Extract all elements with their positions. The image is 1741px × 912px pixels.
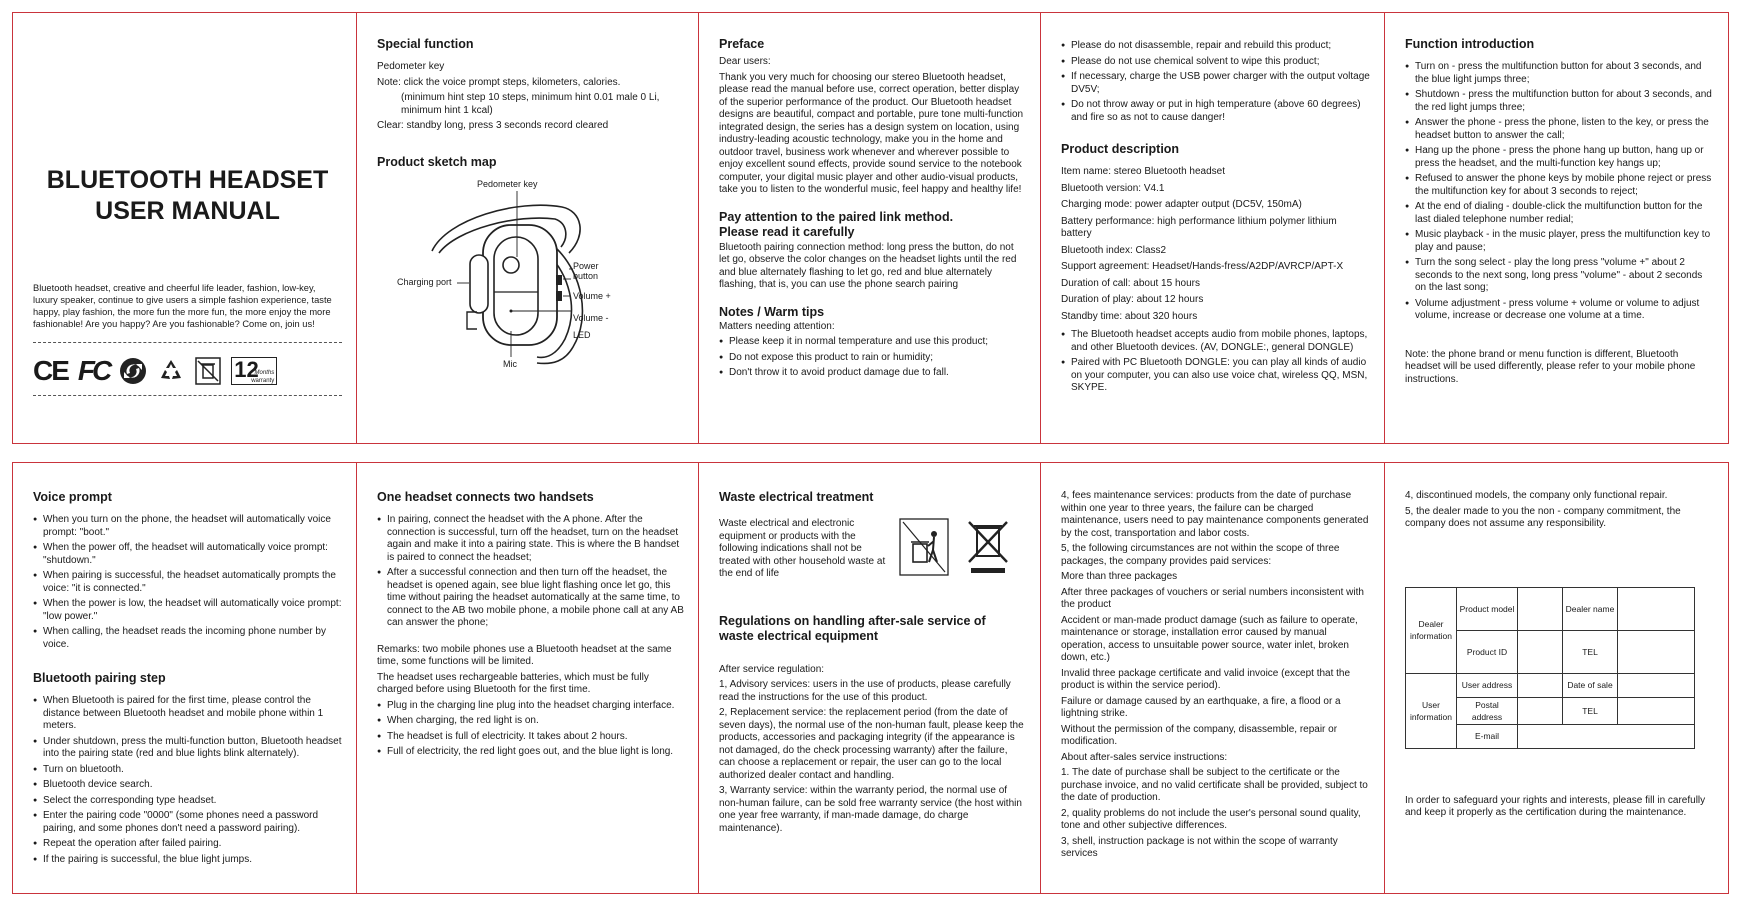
blank-cell[interactable] <box>1518 673 1563 697</box>
pairing-step-heading: Bluetooth pairing step <box>33 671 166 685</box>
preface-greeting: Dear users: <box>719 56 771 67</box>
preface-heading: Preface <box>719 37 765 51</box>
fees-para: 1. The date of purchase shall be subject to the certificate or the purchase invoice, and no valid certificate shall be provided, subject to the date of production. <box>1061 767 1368 803</box>
pairing-step-list <box>33 695 342 866</box>
regulation-para: After service regulation: <box>719 663 825 675</box>
voice-prompt-note: Note: click the voice prompt steps, kilometers, calories. <box>377 76 621 88</box>
list-item: ● When calling, the headset reads the incoming phone number by voice. <box>33 626 342 651</box>
sketch-map-heading: Product sketch map <box>377 154 497 169</box>
preface-body: Thank you very much for choosing our stereo Bluetooth headset, please read the manual before use, correct operation, better display of the superior performance of the product. Our Bluetooth headset designs are beautiful, compact and portable, pure tone multi-function integrated design, the series has a design system on location, using industry-leading acoustic technology, make you in the home and outdoor travel, business work whenever and wherever possible to enjoy excellent sound effects, provide sound service to the notebook computer, your digital music player and other audio-visual products, take you to listen to the wonderful music, feel happy and healthy life! <box>719 71 1024 195</box>
spec-item: Duration of call: about 15 hours <box>1061 277 1200 289</box>
list-item: ● When you turn on the phone, the headset will automatically voice prompt: "boot." <box>33 514 342 539</box>
list-item: ● Enter the pairing code "0000" (some phones need a password pairing, and some phones don't need a password pairing). <box>33 810 342 835</box>
certification-icons <box>33 353 342 389</box>
card-note: In order to safeguard your rights and interests, please fill in carefully and keep it properly as the certification during the maintenance. <box>1405 794 1706 818</box>
list-item: ● When pairing is successful, the headset automatically prompts the voice: "it is connected." <box>33 570 342 595</box>
recycle-arrow-icon <box>119 357 147 385</box>
regulations-heading: Regulations on handling after-sale service of waste electrical equipment <box>719 613 986 643</box>
spec-item: Charging mode: power adapter output (DC5V, 150mA) <box>1061 199 1302 210</box>
spec-item: Item name: stereo Bluetooth headset <box>1061 166 1225 177</box>
function-list <box>1405 61 1714 323</box>
blank-cell[interactable] <box>1618 697 1695 724</box>
spec-item: Support agreement: Headset/Hands-fress/A2DP/AVRCP/APT-X <box>1061 261 1344 272</box>
list-item: ● If the pairing is successful, the blue light jumps. <box>33 854 342 867</box>
list-item: ● Please do not use chemical solvent to wipe this product; <box>1061 56 1370 69</box>
preface-panel <box>699 13 1041 443</box>
minimum-hint-note: (minimum hint step 10 steps, minimum hint 0.01 male 0 Li, minimum hint 1 kcal) <box>401 92 660 116</box>
list-item: ● When the power off, the headset will automatically voice prompt: "shutdown." <box>33 542 342 567</box>
blank-cell[interactable] <box>1618 630 1695 673</box>
label-pedometer-key: Pedometer key <box>477 178 538 189</box>
recycling-icon <box>157 357 185 385</box>
voice-prompt-heading: Voice prompt <box>33 490 112 504</box>
crossed-bin-icon <box>965 518 1011 576</box>
product-description-heading: Product description <box>1061 142 1180 156</box>
list-item: ● Paired with PC Bluetooth DONGLE: you can play all kinds of audio on your computer, you can also use voice chat, wireless QQ, MSN, SKYPE. <box>1061 357 1370 395</box>
voice-prompt-panel <box>13 463 357 893</box>
blank-cell[interactable] <box>1518 724 1695 748</box>
cover-description: Bluetooth headset, creative and cheerful life leader, fashion, low-key, luxury speaker, continue to give users a simple fashion experience, taste happy, play fashion, the more fun the more fun, the more enjoy the more fashionable! Are you happy? Are you fashionable? Come on, join us! <box>33 283 332 329</box>
tel-cell: TEL <box>1563 630 1618 673</box>
blank-cell[interactable] <box>1618 587 1695 630</box>
warnings-list <box>1061 40 1370 124</box>
label-volume-down: Volume - <box>573 312 609 323</box>
label-led: LED <box>573 329 591 340</box>
fees-para: Invalid three package certificate and valid invoice (except that the product is within the service period). <box>1061 667 1351 691</box>
label-mic: Mic <box>503 358 517 369</box>
list-item: ● After a successful connection and then turn off the headset, the headset is opened again, see blue light flashing once let go, this time without pairing the headset automatically at the same time, to connect to the AB two mobile phone, a mobile phone call at any AB can answer the phone; <box>377 567 684 630</box>
manual-front-sheet <box>12 12 1729 444</box>
fees-para: After three packages of vouchers or serial numbers inconsistent with the product <box>1061 586 1364 610</box>
list-item: ● Do not throw away or put in high temperature (above 60 degrees) and fire so as not to cause danger! <box>1061 99 1370 124</box>
list-item: ● In pairing, connect the headset with the A phone. After the connection is successful, turn off the headset, turn on the headset again and make it into a pairing state. This is where the B handset is paired to connect the headset; <box>377 514 684 564</box>
manual-back-sheet <box>12 462 1729 894</box>
postal-address-cell: Postal address <box>1457 697 1518 724</box>
list-item: ● Shutdown - press the multifunction button for about 3 seconds, and the red light jumps three; <box>1405 89 1714 114</box>
fcc-mark-icon: FC <box>77 355 110 386</box>
fees-para: Accident or man-made product damage (such as failure to operate, maintenance or storage, installation error caused by manual operation, access to unsuitable power source, water inlet, broken down, etc.) <box>1061 614 1358 663</box>
waste-body: Waste electrical and electronic equipment or products with the following indications shall not be treated with other household waste at the end of life <box>719 518 886 579</box>
list-item: ● Select the corresponding type headset. <box>33 795 342 808</box>
paired-link-heading: Pay attention to the paired link method. Please read it carefully <box>719 209 954 239</box>
list-item: ● Music playback - in the music player, press the multifunction key to play and pause; <box>1405 229 1714 254</box>
list-item: ● When charging, the red light is on. <box>377 715 684 728</box>
ce-mark-icon: CE <box>33 355 68 386</box>
label-charging-port: Charging port <box>397 276 452 287</box>
spec-item: Battery performance: high performance lithium polymer lithium battery <box>1061 215 1337 239</box>
list-item: ● When the power is low, the headset will automatically voice prompt: "low power." <box>33 598 342 623</box>
notes-list <box>719 336 1026 380</box>
notes-intro: Matters needing attention: <box>719 320 835 332</box>
dealer-commitment-para: 5, the dealer made to you the non - company commitment, the company does not assume any responsibility. <box>1405 505 1681 529</box>
label-power-button: Power button <box>573 260 599 281</box>
fees-para: 3, shell, instruction package is not within the scope of warranty services <box>1061 835 1338 859</box>
list-item: ● Bluetooth device search. <box>33 779 342 792</box>
list-item: ● Turn on - press the multifunction button for about 3 seconds, and the blue light jumps three; <box>1405 61 1714 86</box>
user-info-cell: User information <box>1406 673 1457 748</box>
dealer-info-cell: Dealer information <box>1406 587 1457 673</box>
list-item: ● Volume adjustment - press volume + volume or volume to adjust volume, increase or decrease one volume at a time. <box>1405 298 1714 323</box>
list-item: ● If necessary, charge the USB power charger with the output voltage DV5V; <box>1061 71 1370 96</box>
pairing-method-text: Bluetooth pairing connection method: long press the button, do not let go, observe the color changes on the headset lights until the red and blue alternately flashing to let go, red and blue alternately flashing, that is, you can use the phone search pairing <box>719 241 1017 290</box>
list-item: ● Refused to answer the phone keys by mobile phone reject or press the multifunction key for about 3 seconds to reject; <box>1405 173 1714 198</box>
function-introduction-panel <box>1385 13 1728 443</box>
waste-heading: Waste electrical treatment <box>719 490 874 504</box>
two-handsets-panel <box>357 463 699 893</box>
product-description-panel <box>1041 13 1385 443</box>
spec-item: Standby time: about 320 hours <box>1061 310 1198 322</box>
cover-panel <box>13 13 357 443</box>
fees-para: More than three packages <box>1061 571 1178 582</box>
warranty-card-table <box>1405 587 1695 749</box>
list-item: ● Don't throw it to avoid product damage due to fall. <box>719 367 1026 380</box>
product-sketch <box>377 179 687 379</box>
special-function-panel <box>357 13 699 443</box>
list-item: ● Repeat the operation after failed pairing. <box>33 838 342 851</box>
list-item: ● Turn on bluetooth. <box>33 764 342 777</box>
blank-cell[interactable] <box>1518 697 1563 724</box>
battery-text: The headset uses rechargeable batteries, which must be fully charged before using Bluetooth for the first time. <box>377 671 649 695</box>
warranty-badge-icon: 12 Months warranty <box>231 357 277 385</box>
fees-services-panel <box>1041 463 1385 893</box>
list-item: ● Please do not disassemble, repair and rebuild this product; <box>1061 40 1370 53</box>
list-item: ● Under shutdown, press the multi-function button, Bluetooth headset into the pairing state (red and blue lights blink alternately). <box>33 736 342 761</box>
fees-para: 5, the following circumstances are not within the scope of three packages, the company provides paid services: <box>1061 543 1340 567</box>
label-volume-up: Volume + <box>573 290 611 301</box>
list-item: ● Hang up the phone - press the phone hang up button, hang up or press the headset, and the multi-function key hangs up; <box>1405 145 1714 170</box>
list-item: ● The headset is full of electricity. It takes about 2 hours. <box>377 731 684 744</box>
product-model-cell: Product model <box>1457 587 1518 630</box>
weee-bin-icon <box>195 357 221 385</box>
list-item: ● Answer the phone - press the phone, listen to the key, or press the headset button to answer the call; <box>1405 117 1714 142</box>
manual-title: BLUETOOTH HEADSET USER MANUAL <box>46 166 329 225</box>
clear-note: Clear: standby long, press 3 seconds record cleared <box>377 120 609 131</box>
list-item: ● Please keep it in normal temperature and use this product; <box>719 336 1026 349</box>
two-handsets-list <box>377 514 684 630</box>
list-item: ● The Bluetooth headset accepts audio from mobile phones, laptops, and other Bluetooth devices. (AV, DONGLE:, general DONGLE) <box>1061 329 1370 354</box>
dealer-name-cell: Dealer name <box>1563 587 1618 630</box>
product-id-cell: Product ID <box>1457 630 1518 673</box>
list-item: ● Turn the song select - play the long press "volume +" about 2 seconds to the next song, long press "volume" - about 2 seconds on the last song; <box>1405 257 1714 295</box>
special-function-heading: Special function <box>377 37 474 51</box>
dashed-divider <box>33 342 342 343</box>
voice-prompt-list <box>33 514 342 651</box>
email-cell: E-mail <box>1457 724 1518 748</box>
fees-para: Without the permission of the company, disassemble, repair or modification. <box>1061 723 1338 747</box>
list-item: ● Do not expose this product to rain or humidity; <box>719 352 1026 365</box>
pedometer-key-text: Pedometer key <box>377 61 445 72</box>
two-handsets-heading: One headset connects two handsets <box>377 490 594 504</box>
spec-item: Bluetooth version: V4.1 <box>1061 182 1165 194</box>
regulation-para: 1, Advisory services: users in the use of products, please carefully read the instructions for the use of this product. <box>719 679 1011 703</box>
function-introduction-heading: Function introduction <box>1405 37 1535 51</box>
regulation-para: 2, Replacement service: the replacement period (from the date of seven days), the normal use of the non-human fault, please keep the products, accessories and packaging integrity (if the appearance is not damaged, do the check processing warranty) after the failure, can choose a replacement or repair, the user can go to the local authorized dealer contact and handling. <box>719 707 1024 781</box>
blank-cell[interactable] <box>1618 673 1695 697</box>
blank-cell[interactable] <box>1518 587 1563 630</box>
regulation-para: 3, Warranty service: within the warranty period, the normal use of non-human failure, can be sold free warranty service (the host within one year free warranty, if man-made damage, do charge maintenance). <box>719 785 1022 834</box>
tel-cell: TEL <box>1563 697 1618 724</box>
list-item: ● At the end of dialing - double-click the multifunction button for the last dialed telephone number redial; <box>1405 201 1714 226</box>
list-item: ● Plug in the charging line plug into the headset charging interface. <box>377 700 684 713</box>
spec-item: Duration of play: about 12 hours <box>1061 294 1204 305</box>
fees-para: 4, fees maintenance services: products from the date of purchase within one year to three years, the failure can be charged maintenance, users need to pay maintenance components generated by the cost, transportation and labor costs. <box>1061 490 1369 539</box>
fees-para: 2, quality problems do not include the user's personal sound quality, tone and other subjective differences. <box>1061 807 1361 831</box>
user-address-cell: User address <box>1457 673 1518 697</box>
spec-item: Bluetooth index: Class2 <box>1061 244 1167 256</box>
fees-para: About after-sales service instructions: <box>1061 751 1228 763</box>
charging-list <box>377 700 684 759</box>
blank-cell[interactable] <box>1518 630 1563 673</box>
waste-treatment-panel <box>699 463 1041 893</box>
date-of-sale-cell: Date of sale <box>1563 673 1618 697</box>
dashed-divider <box>33 395 342 396</box>
remarks-text: Remarks: two mobile phones use a Bluetooth headset at the same time, some functions will be limited. <box>377 643 672 667</box>
features-list <box>1061 329 1370 395</box>
weee-bin-icon <box>899 518 949 576</box>
list-item: ● When Bluetooth is paired for the first time, please control the distance between Bluetooth headset and mobile phone within 1 meters. <box>33 695 342 733</box>
function-note: Note: the phone brand or menu function is different, Bluetooth headset will be used differently, please refer to your mobile phone instructions. <box>1405 348 1696 385</box>
notes-heading: Notes / Warm tips <box>719 304 825 319</box>
fees-para: Failure or damage caused by an earthquake, a fire, a flood or a lightning strike. <box>1061 695 1341 719</box>
list-item: ● Full of electricity, the red light goes out, and the blue light is long. <box>377 746 684 759</box>
discontinued-para: 4, discontinued models, the company only functional repair. <box>1405 490 1668 501</box>
warranty-card-panel <box>1385 463 1728 893</box>
